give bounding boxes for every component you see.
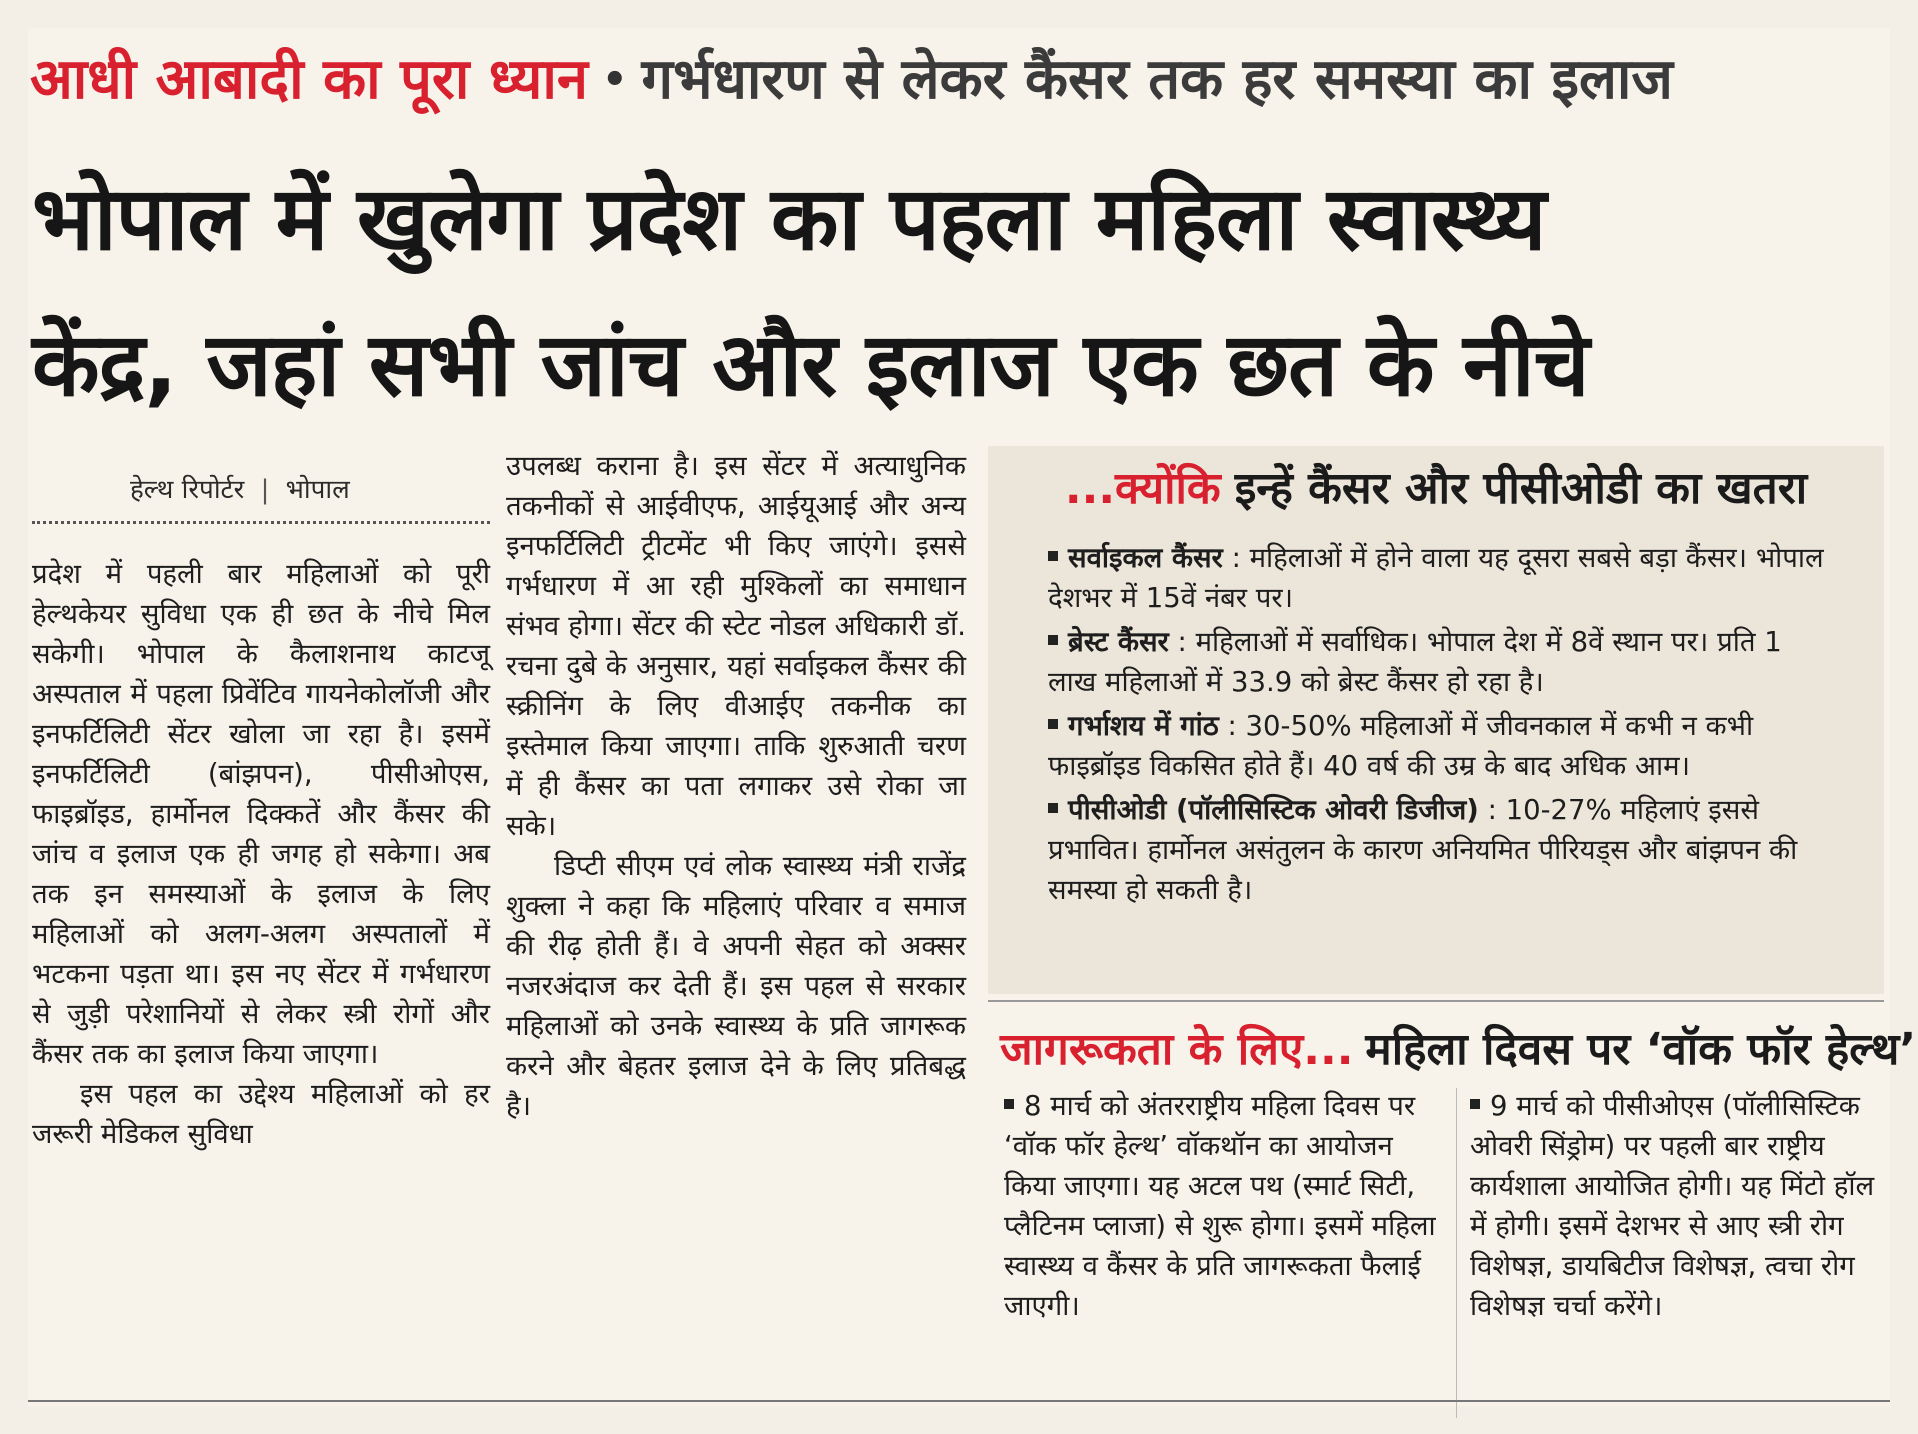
- bullet-icon: [1048, 635, 1058, 645]
- risk-text: महिलाओं में सर्वाधिक। भोपाल देश में 8वें स्थान पर। प्रति 1 लाख महिलाओं में 33.9 को ब्रेस्ट कैंसर हो रहा है।: [1048, 626, 1782, 698]
- risk-item: [1048, 622, 1828, 702]
- risk-term: पीसीओडी (पॉलीसिस्टिक ओवरी डिजीज): [1068, 794, 1479, 826]
- byline-city: भोपाल: [285, 475, 350, 505]
- article-column-1: [32, 554, 490, 1154]
- bullet-icon: [1048, 551, 1058, 561]
- headline: [32, 146, 1882, 438]
- walk-heading-highlight: जागरूकता के लिए...: [1000, 1024, 1354, 1075]
- risk-item: [1048, 790, 1828, 910]
- walk-paragraph: [1004, 1086, 1444, 1326]
- risk-sep: :: [1227, 710, 1237, 742]
- article-paragraph: उपलब्ध कराना है। इस सेंटर में अत्याधुनिक तकनीकों से आईवीएफ, आईयूआई और अन्य इनफर्टिलिटी ट्रीटमेंट भी किए जाएंगे। इससे गर्भधारण में आ रही मुश्किलों का समाधान संभव होगा। सेंटर की स्टेट नोडल अधिकारी डॉ. रचना दुबे के अनुसार, यहां सर्वाइकल कैंसर की स्क्रीनिंग के लिए वीआईए तकनीक का इस्तेमाल किया जाएगा। ताकि शुरुआती चरण में ही कैंसर का पता लगाकर उसे रोका जा सके।: [506, 450, 966, 842]
- kicker-highlight: आधी आबादी का पूरा ध्यान: [30, 47, 588, 112]
- walk-heading: [1000, 1016, 1917, 1078]
- bullet-icon: [1048, 803, 1058, 813]
- risk-box-body: [1048, 538, 1828, 914]
- risk-sep: :: [1487, 794, 1497, 826]
- risk-box-title-text: इन्हें कैंसर और पीसीओडी का खतरा: [1234, 463, 1808, 514]
- kicker-separator: •: [601, 57, 628, 103]
- risk-term: गर्भाशय में गांठ: [1068, 710, 1219, 742]
- walk-heading-text: महिला दिवस पर ‘वॉक फॉर हेल्थ’: [1365, 1024, 1917, 1075]
- walk-column-1: [1004, 1086, 1444, 1326]
- byline-separator: |: [260, 475, 270, 505]
- kicker-text: गर्भधारण से लेकर कैंसर तक हर समस्या का इलाज: [641, 47, 1673, 112]
- walk-text: 8 मार्च को अंतरराष्ट्रीय महिला दिवस पर ‘वॉक फॉर हेल्थ’ वॉकथॉन का आयोजन किया जाएगा। यह अटल पथ (स्मार्ट सिटी, प्लैटिनम प्लाजा) से शुरू होगा। इसमें महिला स्वास्थ्य व कैंसर के प्रति जागरूकता फैलाई जाएगी।: [1004, 1090, 1436, 1322]
- byline-reporter: हेल्थ रिपोर्टर: [130, 475, 245, 505]
- article-paragraph: इस पहल का उद्देश्य महिलाओं को हर जरूरी मेडिकल सुविधा: [32, 1078, 490, 1150]
- bullet-icon: [1470, 1099, 1480, 1109]
- newspaper-clipping: [28, 28, 1917, 1406]
- walk-column-2: [1470, 1086, 1890, 1326]
- risk-item: [1048, 538, 1828, 618]
- walk-text: 9 मार्च को पीसीओएस (पॉलीसिस्टिक ओवरी सिंड्रोम) पर पहली बार राष्ट्रीय कार्यशाला आयोजित होगी। यह मिंटो हॉल में होगी। इसमें देशभर से आए स्त्री रोग विशेषज्ञ, डायबिटीज विशेषज्ञ, त्वचा रोग विशेषज्ञ चर्चा करेंगे।: [1470, 1090, 1875, 1322]
- risk-term: ब्रेस्ट कैंसर: [1068, 626, 1169, 658]
- risk-item: [1048, 706, 1828, 786]
- bullet-icon: [1004, 1099, 1014, 1109]
- column-divider: [1456, 1088, 1457, 1418]
- headline-line-2: केंद्र, जहां सभी जांच और इलाज एक छत के नीचे: [32, 313, 1589, 416]
- article-column-2: [506, 446, 966, 1126]
- section-divider: [988, 1000, 1884, 1002]
- kicker-line: [30, 38, 1880, 122]
- byline: [130, 470, 490, 506]
- walk-paragraph: [1470, 1086, 1890, 1326]
- risk-text: 30-50% महिलाओं में जीवनकाल में कभी न कभी फाइब्रॉइड विकसित होते हैं। 40 वर्ष की उम्र के बाद अधिक आम।: [1048, 710, 1754, 782]
- risk-text: 10-27% महिलाएं इससे प्रभावित। हार्मोनल असंतुलन के कारण अनियमित पीरियड्स और बांझपन की समस्या हो सकती है।: [1048, 794, 1798, 906]
- risk-sep: :: [1177, 626, 1187, 658]
- bullet-icon: [1048, 719, 1058, 729]
- risk-sep: :: [1231, 542, 1241, 574]
- risk-box-title-highlight: ...क्योंकि: [1064, 463, 1221, 514]
- risk-text: महिलाओं में होने वाला यह दूसरा सबसे बड़ा कैंसर। भोपाल देशभर में 15वें नंबर पर।: [1048, 542, 1824, 614]
- risk-term: सर्वाइकल कैंसर: [1068, 542, 1223, 574]
- article-paragraph: डिप्टी सीएम एवं लोक स्वास्थ्य मंत्री राजेंद्र शुक्ला ने कहा कि महिलाएं परिवार व समाज की रीढ़ होती हैं। वे अपनी सेहत को अक्सर नजरअंदाज कर देती हैं। इस पहल से सरकार महिलाओं को उनके स्वास्थ्य के प्रति जागरूक करने और बेहतर इलाज देने के लिए प्रतिबद्ध है।: [506, 850, 966, 1122]
- byline-divider: [32, 521, 490, 524]
- risk-box: [988, 446, 1884, 994]
- headline-line-1: भोपाल में खुलेगा प्रदेश का पहला महिला स्वास्थ्य: [32, 167, 1546, 270]
- bottom-rule: [28, 1400, 1890, 1402]
- risk-box-title: [988, 446, 1884, 526]
- article-paragraph: प्रदेश में पहली बार महिलाओं को पूरी हेल्थकेयर सुविधा एक ही छत के नीचे मिल सकेगी। भोपाल के कैलाशनाथ काटजू अस्पताल में पहला प्रिवेंटिव गायनेकोलॉजी और इनफर्टिलिटी सेंटर खोला जा रहा है। इसमें इनफर्टिलिटी (बांझपन), पीसीओएस, फाइब्रॉइड, हार्मोनल दिक्कतें और कैंसर की जांच व इलाज एक ही जगह हो सकेगा। अब तक इन समस्याओं के इलाज के लिए महिलाओं को अलग-अलग अस्पतालों में भटकना पड़ता था। इस नए सेंटर में गर्भधारण से जुड़ी परेशानियों से लेकर स्त्री रोगों और कैंसर तक का इलाज किया जाएगा।: [32, 558, 490, 1070]
